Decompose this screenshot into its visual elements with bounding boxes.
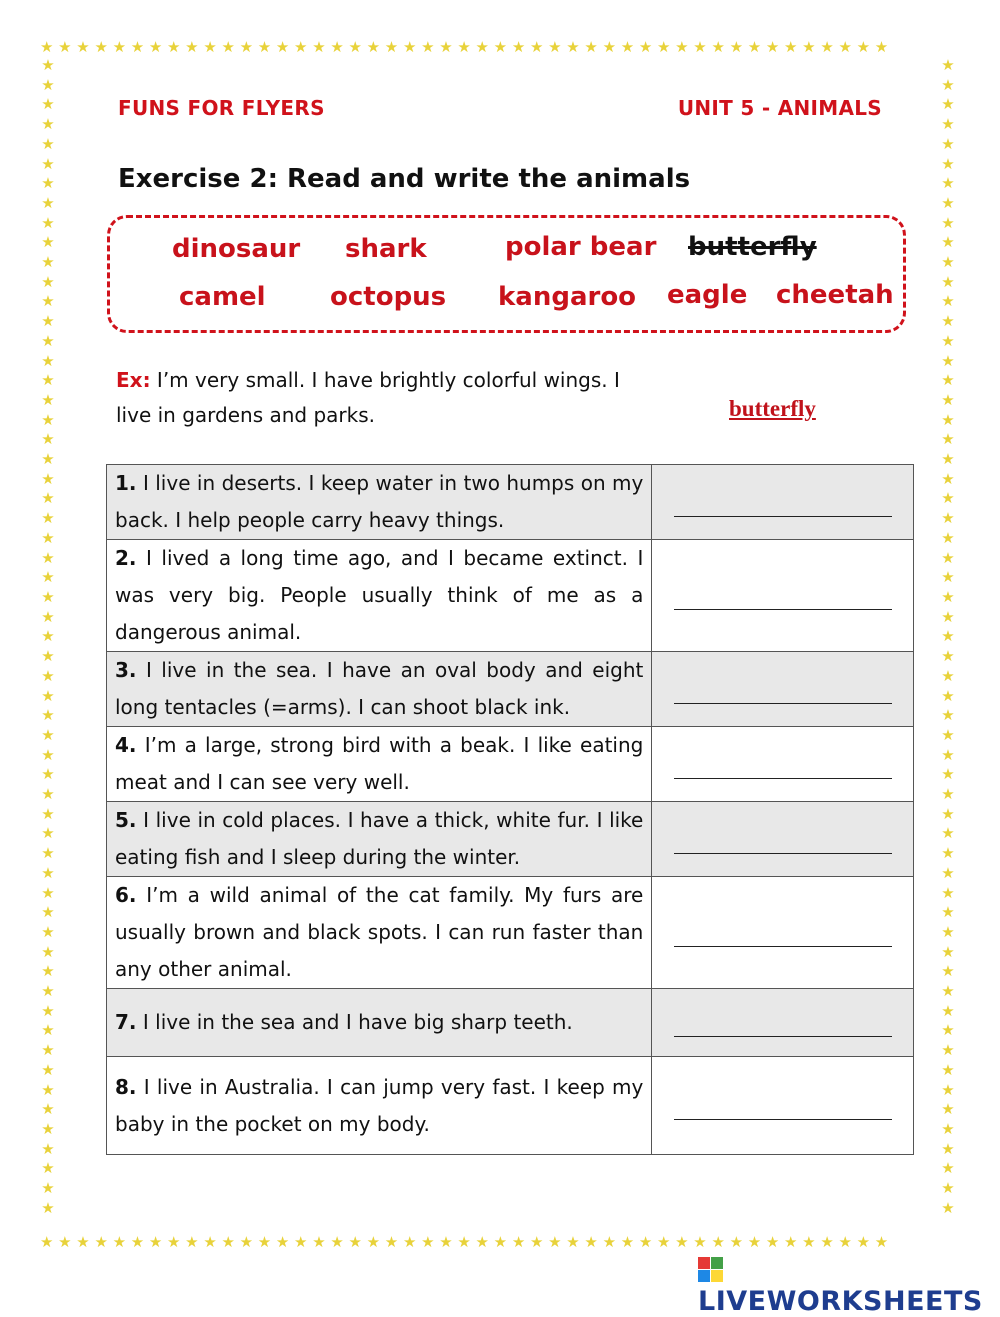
question-text bbox=[107, 652, 652, 727]
table-row bbox=[107, 877, 914, 989]
answer-blank[interactable] bbox=[674, 1034, 892, 1037]
star-border-top: ★★★★★★★★★★★★★★★★★★★★★★★★★★★★★★★★★★★★★★★★★★★★★★★ bbox=[40, 40, 893, 55]
question-text bbox=[107, 465, 652, 540]
word-bank-word: dinosaur bbox=[172, 234, 301, 264]
question-text bbox=[107, 727, 652, 802]
table-row bbox=[107, 1057, 914, 1155]
answer-blank[interactable] bbox=[674, 776, 892, 779]
question-body: I lived a long time ago, and I became extinct. I was very big. People usually think of me as a dangerous animal. bbox=[115, 546, 644, 644]
question-number: 1. bbox=[115, 471, 137, 495]
question-text bbox=[107, 1057, 652, 1155]
answer-cell[interactable] bbox=[652, 465, 914, 540]
answer-blank[interactable] bbox=[674, 701, 892, 704]
answer-blank[interactable] bbox=[674, 851, 892, 854]
table-row bbox=[107, 802, 914, 877]
answer-cell[interactable] bbox=[652, 802, 914, 877]
answer-cell[interactable] bbox=[652, 877, 914, 989]
question-body: I’m a wild animal of the cat family. My furs are usually brown and black spots. I can run faster than any other animal. bbox=[115, 883, 644, 981]
question-body: I live in deserts. I keep water in two humps on my back. I help people carry heavy things. bbox=[115, 471, 644, 532]
word-bank-word: shark bbox=[345, 234, 427, 264]
question-body: I’m a large, strong bird with a beak. I like eating meat and I can see very well. bbox=[115, 733, 644, 794]
question-number: 4. bbox=[115, 733, 137, 757]
star-border-right: ★ ★ ★ ★ ★ ★ ★ ★ ★ ★ ★ ★ ★ ★ ★ ★ ★ ★ ★ ★ ★ ★ ★ ★ ★ ★ ★ ★ ★ ★ ★ ★ ★ ★ ★ ★ ★ ★ ★ ★ ★ ★ ★ ★ ★ ★ ★ ★ ★ ★ ★ ★ ★ ★ ★ ★ ★ ★ ★ bbox=[941, 56, 955, 1217]
question-number: 3. bbox=[115, 658, 137, 682]
star-border-bottom: ★★★★★★★★★★★★★★★★★★★★★★★★★★★★★★★★★★★★★★★★★★★★★★★ bbox=[40, 1235, 893, 1250]
header-unit: UNIT 5 - ANIMALS bbox=[677, 96, 882, 120]
answer-cell[interactable] bbox=[652, 1057, 914, 1155]
table-row bbox=[107, 989, 914, 1057]
question-text bbox=[107, 877, 652, 989]
answer-blank[interactable] bbox=[674, 1117, 892, 1120]
word-bank-word: polar bear bbox=[505, 232, 657, 262]
answer-cell[interactable] bbox=[652, 989, 914, 1057]
example-answer: butterfly bbox=[729, 396, 816, 421]
question-text bbox=[107, 540, 652, 652]
question-body: I live in cold places. I have a thick, white fur. I like eating fish and I sleep during the winter. bbox=[115, 808, 644, 869]
question-number: 2. bbox=[115, 546, 137, 570]
question-number: 5. bbox=[115, 808, 137, 832]
question-body: I live in Australia. I can jump very fast. I keep my baby in the pocket on my body. bbox=[115, 1074, 644, 1136]
star-border-left: ★ ★ ★ ★ ★ ★ ★ ★ ★ ★ ★ ★ ★ ★ ★ ★ ★ ★ ★ ★ ★ ★ ★ ★ ★ ★ ★ ★ ★ ★ ★ ★ ★ ★ ★ ★ ★ ★ ★ ★ ★ ★ ★ ★ ★ ★ ★ ★ ★ ★ ★ ★ ★ ★ ★ ★ ★ ★ ★ bbox=[41, 56, 55, 1217]
question-number: 8. bbox=[115, 1074, 137, 1099]
question-body: I live in the sea and I have big sharp teeth. bbox=[142, 1010, 573, 1034]
answer-cell[interactable] bbox=[652, 652, 914, 727]
answer-cell[interactable] bbox=[652, 540, 914, 652]
question-text bbox=[107, 989, 652, 1057]
example-text: I’m very small. I have brightly colorful wings. I live in gardens and parks. bbox=[116, 368, 620, 427]
table-row bbox=[107, 727, 914, 802]
word-bank-word: camel bbox=[179, 282, 266, 312]
table-row bbox=[107, 652, 914, 727]
liveworksheets-brand bbox=[698, 1255, 1000, 1317]
question-number: 6. bbox=[115, 883, 137, 907]
example bbox=[116, 363, 636, 433]
word-bank-word: cheetah bbox=[776, 280, 894, 310]
word-bank-word-used: butterfly bbox=[688, 232, 817, 262]
word-bank-word: octopus bbox=[330, 282, 447, 312]
word-bank-word: eagle bbox=[667, 280, 748, 310]
question-text bbox=[107, 802, 652, 877]
question-body: I live in the sea. I have an oval body and eight long tentacles (=arms). I can shoot black ink. bbox=[115, 658, 644, 719]
answer-blank[interactable] bbox=[674, 514, 892, 517]
liveworksheets-logo-icon bbox=[698, 1257, 724, 1283]
example-label: Ex: bbox=[116, 368, 151, 392]
table-row bbox=[107, 540, 914, 652]
table-row bbox=[107, 465, 914, 540]
brand-name: LIVEWORKSHEETS bbox=[698, 1286, 983, 1317]
question-number: 7. bbox=[115, 1010, 137, 1034]
header-series: FUNS FOR FLYERS bbox=[118, 96, 325, 120]
word-bank-word: kangaroo bbox=[498, 282, 637, 312]
answer-cell[interactable] bbox=[652, 727, 914, 802]
questions-table bbox=[106, 464, 914, 1155]
exercise-title: Exercise 2: Read and write the animals bbox=[118, 164, 691, 194]
answer-blank[interactable] bbox=[674, 607, 892, 610]
answer-blank[interactable] bbox=[674, 944, 892, 947]
